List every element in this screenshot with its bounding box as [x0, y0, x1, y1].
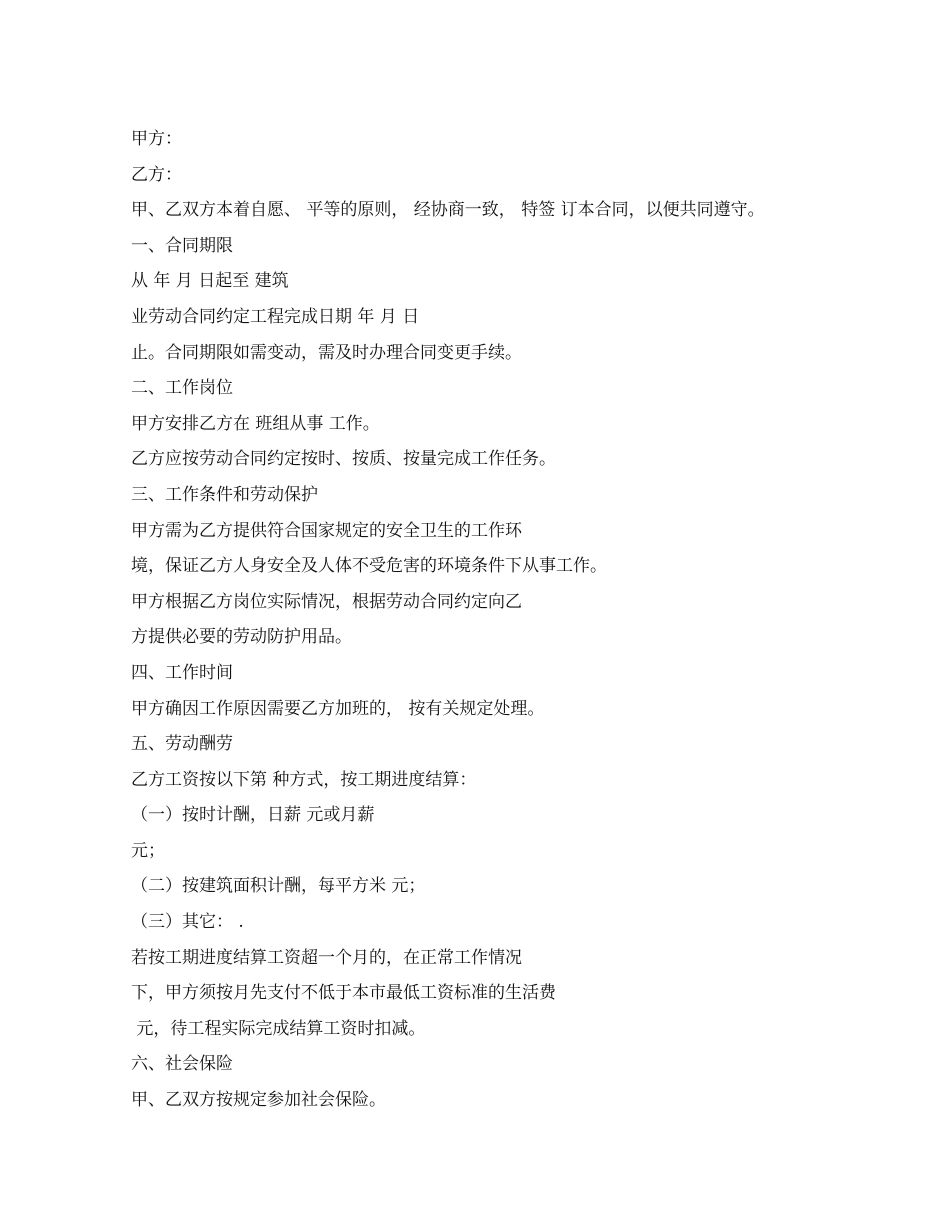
- paragraph-line: 甲方需为乙方提供符合国家规定的安全卫生的工作环: [131, 520, 522, 541]
- list-item: （二）按建筑面积计酬，每平方米 元；: [131, 876, 426, 897]
- paragraph-line: 下，甲方须按月先支付不低于本市最低工资标准的生活费: [131, 983, 556, 1004]
- section-heading-work-position: 二、工作岗位: [131, 378, 233, 399]
- paragraph-line: 甲方根据乙方岗位实际情况，根据劳动合同约定向乙: [131, 591, 522, 612]
- paragraph-line: 甲方确因工作原因需要乙方加班的， 按有关规定处理。: [131, 698, 545, 719]
- section-heading-work-hours: 四、工作时间: [131, 662, 233, 683]
- party-a-line: 甲方：: [131, 129, 182, 149]
- paragraph-line: 甲方安排乙方在 班组从事 工作。: [131, 413, 380, 434]
- paragraph-line: 元，待工程实际完成结算工资时扣减。: [131, 1018, 426, 1039]
- paragraph-line: 甲、乙双方按规定参加社会保险。: [131, 1090, 386, 1111]
- party-b-line: 乙方：: [131, 164, 182, 185]
- list-item: （三）其它： .: [131, 912, 244, 933]
- section-heading-work-conditions: 三、工作条件和劳动保护: [131, 484, 318, 505]
- paragraph-line: 业劳动合同约定工程完成日期 年 月 日: [131, 306, 420, 327]
- section-heading-contract-term: 一、合同期限: [131, 235, 233, 256]
- section-heading-social-insurance: 六、社会保险: [131, 1054, 233, 1075]
- preamble: 甲、乙双方本着自愿、 平等的原则， 经协商一致， 特签 订本合同，以便共同遵守。: [131, 200, 765, 221]
- paragraph-line: 方提供必要的劳动防护用品。: [131, 627, 352, 648]
- list-item: （一）按时计酬，日薪 元或月薪: [131, 805, 375, 826]
- paragraph-line: 乙方工资按以下第 种方式，按工期进度结算：: [131, 769, 477, 790]
- paragraph-line: 从 年 月 日起至 建筑: [131, 271, 289, 292]
- document-body: [131, 122, 831, 1119]
- paragraph-line: 若按工期进度结算工资超一个月的，在正常工作情况: [131, 947, 522, 968]
- paragraph-line: 境，保证乙方人身安全及人体不受危害的环境条件下从事工作。: [131, 556, 607, 577]
- section-heading-remuneration: 五、劳动酬劳: [131, 734, 233, 755]
- paragraph-line: 止。合同期限如需变动，需及时办理合同变更手续。: [131, 342, 522, 363]
- paragraph-line: 乙方应按劳动合同约定按时、按质、按量完成工作任务。: [131, 449, 556, 470]
- paragraph-line: 元；: [131, 840, 165, 861]
